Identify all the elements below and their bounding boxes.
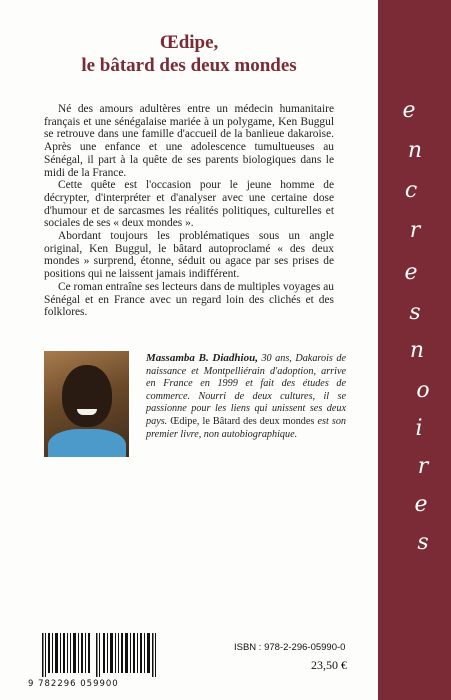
author-bio	[146, 352, 346, 441]
series-letter: n	[407, 138, 423, 163]
series-letter: e	[402, 98, 416, 123]
author-photo-smile	[77, 409, 97, 415]
author-book-title: Œdipe, le Bâtard des deux mondes	[170, 415, 315, 427]
series-letter: r	[409, 218, 421, 243]
series-letter: s	[409, 300, 421, 325]
author-photo-shirt	[48, 429, 126, 457]
series-letter: r	[417, 454, 429, 479]
series-letter: o	[416, 378, 430, 403]
isbn: ISBN : 978-2-296-05990-0	[234, 642, 346, 653]
series-letter: e	[414, 492, 428, 517]
author-bio-text: 30 ans, Dakarois de naissance et Montpelliérain d'adoption, arrive en France en 1999 et fait des études de commerce. Nourri de deux cultures, il se passionne pour les liens qui unissent ses deux pays.	[146, 353, 347, 427]
blurb-paragraph: Ce roman entraîne ses lecteurs dans de multiples voyages au Sénégal et en France avec un regard loin des clichés et des folklores.	[44, 280, 334, 319]
author-bio-text-end: est son premier livre, non autobiographique.	[146, 415, 346, 440]
series-band	[378, 0, 451, 700]
series-letter: e	[404, 260, 418, 285]
series-letter: c	[404, 178, 418, 203]
series-letter: s	[417, 530, 429, 555]
barcode	[40, 633, 158, 677]
blurb-paragraph: Cette quête est l'occasion pour le jeune homme de décrypter, d'interpréter et d'analyser avec une certaine dose d'humour et de sarcasmes les réalités politiques, culturelles et sociales de ses « deux mondes ».	[44, 179, 334, 230]
barcode-number: 9 782296 059900	[28, 679, 119, 689]
book-title-line-1: Œdipe,	[159, 32, 219, 53]
blurb	[44, 103, 334, 319]
author-photo-face	[62, 365, 112, 427]
blurb-paragraph: Abordant toujours les problématiques sous un angle original, Ken Buggul, le bâtard autoproclamé « des deux mondes » surprend, étonne, séduit ou agace par ses prises de positions qui ne laissent jamais indifférent.	[44, 230, 334, 281]
author-photo	[44, 351, 129, 457]
price: 23,50 €	[311, 658, 347, 672]
series-letter: n	[409, 338, 425, 363]
blurb-paragraph: Né des amours adultères entre un médecin humanitaire français et une sénégalaise mariée à un polygame, Ken Buggul se retrouve dans une famille d'accueil de la banlieue dakaroise. Après une enfance et une adolescence tumultueuses au Sénégal, il part à la quête de ses parents biologiques dans le midi de la France.	[44, 103, 334, 179]
series-letter: i	[415, 416, 423, 441]
author-name: Massamba B. Diadhiou,	[146, 352, 258, 364]
book-title-line-2: le bâtard des deux mondes	[81, 55, 297, 76]
